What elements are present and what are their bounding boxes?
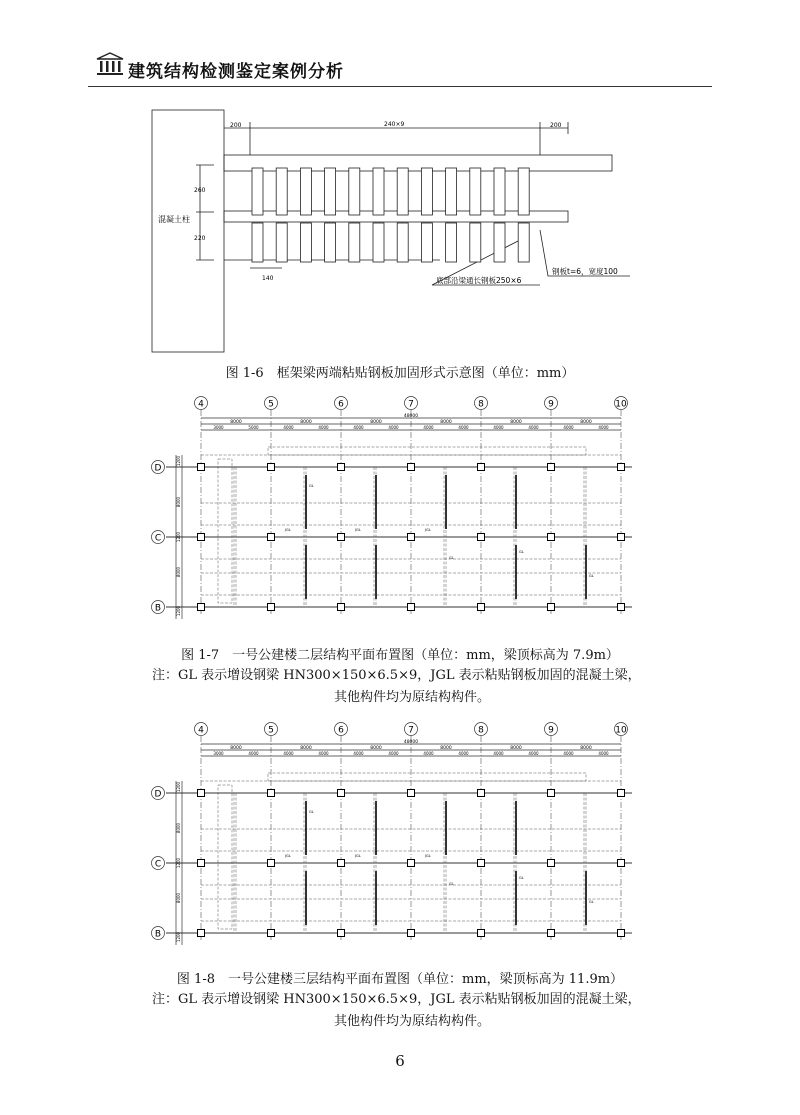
figure-1-7-note-line2: 其他构件均为原结构构件。: [333, 690, 490, 705]
figure-1-8-caption: 图 1-8 一号公建楼三层结构平面布置图（单位：mm，梁顶标高为 11.9m）: [176, 972, 624, 987]
dim-sub: 4000: [353, 751, 364, 756]
dim-span: 8000: [300, 420, 312, 425]
dim-sub: 4000: [528, 425, 539, 430]
figure-1-8-note-line2: 其他构件均为原结构构件。: [333, 1014, 490, 1029]
axis-label-x: 4: [198, 725, 204, 736]
dim-sub: 4000: [493, 425, 504, 430]
axis-label-x: 6: [338, 725, 344, 736]
member-tag: JGL: [355, 528, 361, 532]
dim-sub: 4000: [563, 425, 574, 430]
dim-sub: 4000: [423, 751, 434, 756]
column: [408, 860, 415, 867]
dim-bottom: 140: [262, 275, 274, 282]
dim-left: 1200: [176, 781, 181, 793]
column: [198, 860, 205, 867]
dim-sub: 4000: [388, 751, 399, 756]
axis-label-x: 4: [198, 399, 204, 410]
column: [548, 930, 555, 937]
axis-label-y: C: [154, 533, 162, 544]
member-tag: JGL: [285, 854, 291, 858]
axis-label-y: C: [154, 859, 162, 870]
member-tag: GL: [589, 900, 594, 904]
column: [268, 790, 275, 797]
axis-label-x: 8: [478, 725, 484, 736]
dim-left-upper: 260: [194, 187, 206, 194]
axis-label-x: 10: [615, 725, 627, 736]
dim-left: 1200: [176, 605, 181, 617]
column: [618, 790, 625, 797]
dim-sub: 4000: [528, 751, 539, 756]
member-tag: GL: [519, 876, 524, 880]
dim-left: 8000: [176, 496, 181, 508]
column: [198, 930, 205, 937]
member-tag: GL: [589, 574, 594, 578]
dim-sub: 4000: [598, 425, 609, 430]
column: [268, 930, 275, 937]
column: [478, 790, 485, 797]
dim-sub: 4000: [563, 751, 574, 756]
member-tag: JGL: [285, 528, 291, 532]
axis-label-x: 10: [615, 399, 627, 410]
member-tag: JGL: [425, 854, 431, 858]
dim-sub: 4000: [423, 425, 434, 430]
axis-label-x: 6: [338, 399, 344, 410]
dim-sub: 4000: [458, 751, 469, 756]
dim-left: 1200: [176, 531, 181, 543]
column: [338, 930, 345, 937]
member-tag: GL: [309, 484, 314, 488]
dim-sub: 5000: [248, 425, 259, 430]
dim-span: 8000: [230, 420, 242, 425]
axis-label-y: D: [154, 463, 162, 474]
dim-left: 1200: [176, 931, 181, 943]
column: [618, 860, 625, 867]
column-label: 混凝土柱: [158, 215, 190, 224]
dim-span: 8000: [440, 746, 452, 751]
dim-sub: 4000: [458, 425, 469, 430]
axis-label-y: B: [154, 929, 162, 940]
dim-sub: 3000: [213, 751, 224, 756]
book-title: 建筑结构检测鉴定案例分析: [128, 62, 344, 82]
dim-span: 8000: [370, 746, 382, 751]
member-tag: JGL: [355, 854, 361, 858]
dim-sub: 4000: [493, 751, 504, 756]
figure-1-8-note-line1: 注：GL 表示增设钢梁 HN300×150×6.5×9，JGL 表示粘贴钢板加固的混凝土梁，: [152, 992, 641, 1007]
axis-label-x: 7: [408, 725, 414, 736]
member-tag: GL: [449, 882, 454, 886]
member-tag: GL: [449, 556, 454, 560]
label-steel-plate: 钢板t=6，宽度100: [552, 267, 618, 276]
column: [338, 860, 345, 867]
column: [268, 860, 275, 867]
dim-sub: 4000: [248, 751, 259, 756]
column: [548, 860, 555, 867]
dim-span: 8000: [370, 420, 382, 425]
dim-left: 8000: [176, 566, 181, 578]
dim-sub: 4000: [283, 425, 294, 430]
dim-left: 1200: [176, 455, 181, 467]
axis-label-y: D: [154, 789, 162, 800]
axis-label-x: 8: [478, 399, 484, 410]
dim-sub: 4000: [388, 425, 399, 430]
column: [408, 930, 415, 937]
dim-span: 8000: [580, 420, 592, 425]
column: [408, 790, 415, 797]
axis-label-x: 5: [268, 725, 274, 736]
dim-total: 48000: [403, 740, 419, 745]
dim-top-right: 200: [550, 122, 562, 129]
axis-label-y: B: [154, 603, 162, 614]
dim-left: 8000: [176, 822, 181, 834]
dim-left: 1200: [176, 857, 181, 869]
dim-sub: 4000: [318, 751, 329, 756]
column: [478, 930, 485, 937]
figure-1-8-note: [152, 989, 672, 1033]
figure-1-6-caption: 图 1-6 框架梁两端粘贴钢板加固形式示意图（单位：mm）: [225, 366, 575, 381]
dim-total: 48000: [403, 414, 419, 419]
column: [338, 790, 345, 797]
column: [548, 790, 555, 797]
dim-span: 8000: [580, 746, 592, 751]
figure-1-7-caption: 图 1-7 一号公建楼二层结构平面布置图（单位：mm，梁顶标高为 7.9m）: [181, 648, 619, 663]
dim-sub: 4000: [598, 751, 609, 756]
dim-span: 8000: [510, 420, 522, 425]
dim-span: 8000: [230, 746, 242, 751]
page-number: 6: [395, 1052, 405, 1070]
dim-sub: 4000: [283, 751, 294, 756]
dim-span: 8000: [300, 746, 312, 751]
axis-label-x: 5: [268, 399, 274, 410]
axis-label-x: 9: [548, 399, 554, 410]
label-bottom-plate: 底部沿梁通长钢板250×6: [436, 276, 522, 285]
figure-1-7-note-line1: 注：GL 表示增设钢梁 HN300×150×6.5×9，JGL 表示粘贴钢板加固的混凝土梁，: [152, 668, 641, 683]
dim-span: 8000: [510, 746, 522, 751]
dim-span: 8000: [440, 420, 452, 425]
column: [618, 930, 625, 937]
dim-sub: 4000: [353, 425, 364, 430]
dim-sub: 4000: [318, 425, 329, 430]
axis-label-x: 7: [408, 399, 414, 410]
dim-top-left: 200: [230, 122, 242, 129]
dim-top-middle: 240×9: [384, 121, 405, 128]
dim-left: 8000: [176, 892, 181, 904]
column: [198, 790, 205, 797]
member-tag: GL: [309, 810, 314, 814]
axis-label-x: 9: [548, 725, 554, 736]
dim-left-lower: 220: [194, 235, 206, 242]
column: [478, 860, 485, 867]
member-tag: GL: [519, 550, 524, 554]
member-tag: JGL: [425, 528, 431, 532]
dim-sub: 3000: [213, 425, 224, 430]
